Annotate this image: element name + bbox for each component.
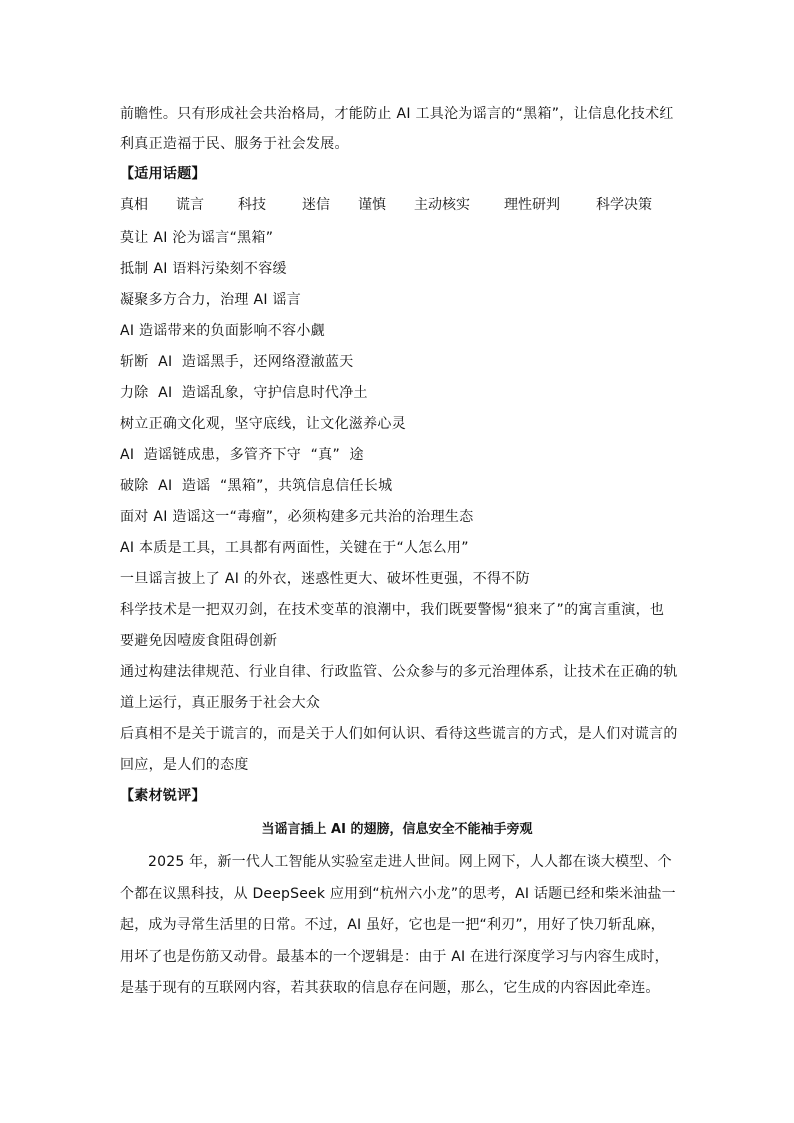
topic-item: 真相 [120, 197, 148, 213]
quote-line: 力除 AI 造谣乱象，守护信息时代净土 [120, 385, 368, 401]
quote-line: 莫让 AI 沦为谣言“黑箱” [120, 230, 274, 246]
quote-line: 道上运行，真正服务于社会大众 [120, 695, 321, 711]
quote-line: 树立正确文化观，坚守底线，让文化滋养心灵 [120, 416, 406, 432]
topic-item: 科技 [238, 197, 266, 213]
intro-line-2: 利真正造福于民、服务于社会发展。 [120, 136, 349, 152]
article-paragraph: 2025 年，新一代人工智能从实验室走进人世间。网上网下，人人都在谈大模型、个个都在议黑科技，从 DeepSeek 应用到“杭州六小龙”的思考，AI 话题已经和柴米油盐一起，成为寻常生活里的日常。不过，AI 虽好，它也是一把“利刃”，用好了快刀斩乱麻，用坏了也是伤筋又动骨。最基本的一个逻辑是：由于 AI 在进行深度学习与内容生成时，是基于现有的互联网内容，若其获取的信息存在问题，那么，它生成的内容因此牵连。 [120, 854, 676, 996]
topic-item: 谨慎 [358, 197, 386, 213]
quote-line: 凝聚多方合力，治理 AI 谣言 [120, 292, 302, 308]
topic-item: 科学决策 [596, 197, 652, 213]
quote-line: AI 本质是工具，工具都有两面性，关键在于“人怎么用” [120, 540, 469, 556]
quote-line: 科学技术是一把双刃剑，在技术变革的浪潮中，我们既要警惕“狼来了”的寓言重演，也 [120, 602, 665, 618]
quote-line: 破除 AI 造谣 “黑箱”，共筑信息信任长城 [120, 478, 393, 494]
intro-line-1: 前瞻性。只有形成社会共治格局，才能防止 AI 工具沦为谣言的“黑箱”，让信息化技术红 [120, 106, 674, 122]
quote-line: 后真相不是关于谎言的，而是关于人们如何认识、看待这些谎言的方式，是人们对谎言的 [120, 726, 678, 742]
quote-line: 通过构建法律规范、行业自律、行政监管、公众参与的多元治理体系，让技术在正确的轨 [120, 664, 678, 680]
topic-item: 谎言 [176, 197, 204, 213]
quote-line: 一旦谣言披上了 AI 的外衣，迷惑性更大、破坏性更强，不得不防 [120, 571, 530, 587]
review-heading: 【素材锐评】 [120, 788, 206, 804]
quote-line: 面对 AI 造谣这一“毒瘤”，必须构建多元共治的治理生态 [120, 509, 474, 525]
quote-line: AI 造谣链成患，多管齐下守 “真” 途 [120, 447, 364, 463]
topic-item: 迷信 [302, 197, 330, 213]
quote-line: 要避免因噎废食阻碍创新 [120, 633, 278, 649]
topics-heading: 【适用话题】 [120, 166, 206, 182]
article-title: 当谣言插上 AI 的翅膀，信息安全不能袖手旁观 [261, 822, 533, 837]
quote-line: 斩断 AI 造谣黑手，还网络澄澈蓝天 [120, 354, 354, 370]
quote-line: 抵制 AI 语料污染刻不容缓 [120, 261, 287, 277]
quote-line: 回应，是人们的态度 [120, 757, 249, 773]
quote-line: AI 造谣带来的负面影响不容小觑 [120, 323, 325, 339]
topic-item: 主动核实 [414, 197, 470, 213]
topic-item: 理性研判 [504, 197, 560, 213]
